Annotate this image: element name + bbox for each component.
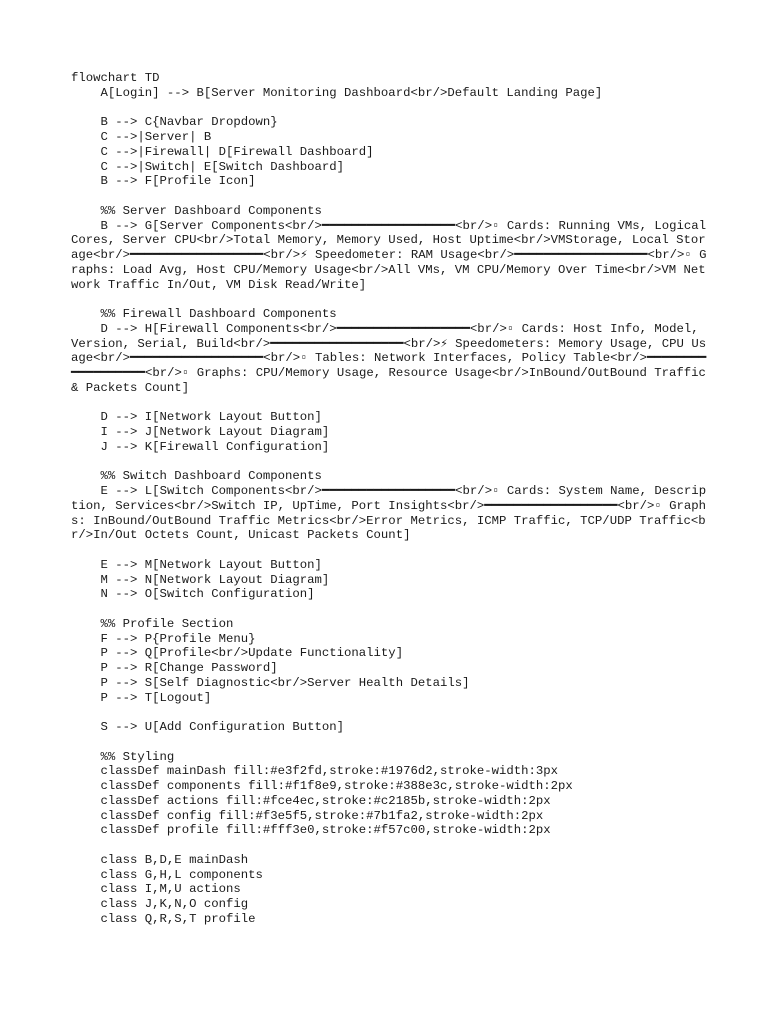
code-line: E --> M[Network Layout Button] <box>71 557 322 572</box>
code-line: class I,M,U actions <box>71 882 241 897</box>
code-line: %% Firewall Dashboard Components <box>71 307 337 321</box>
code-line: C -->|Firewall| D[Firewall Dashboard] <box>71 144 374 159</box>
blank-line <box>71 396 711 411</box>
code-line: classDef profile fill:#fff3e0,stroke:#f57c00,stroke-width:2px <box>71 823 551 838</box>
blank-line <box>71 455 711 470</box>
code-line: class Q,R,S,T profile <box>71 911 256 926</box>
code-line: D --> H[Firewall Components<br/>━━━━━━━━━━━━━━━━━━<br/>▫ Cards: Host Info, Model, Version, Serial, Build<br/>━━━━━━━━━━━━━━━━━━<br/>⚡ Speedometers: Memory Usage, CPU Usage<br/>━━━━━━━━━━━━━━━━━━<br/>▫ Tables: Network Interfaces, Policy Table<br/>━━━━━━━━━━━━━━━━━━<br/>▫ Graphs: CPU/Memory Usage, Resource Usage<br/>InBound/OutBound Traffic & Packets Count] <box>71 321 714 395</box>
blank-line <box>71 189 711 204</box>
code-line: I --> J[Network Layout Diagram] <box>71 425 330 439</box>
code-line: %% Profile Section <box>71 616 234 631</box>
code-line: classDef config fill:#f3e5f5,stroke:#7b1fa2,stroke-width:2px <box>71 808 544 823</box>
code-line: class G,H,L components <box>71 867 263 882</box>
mermaid-source-document <box>71 71 714 927</box>
document-lines <box>71 71 714 927</box>
code-line: J --> K[Firewall Configuration] <box>71 439 330 454</box>
code-line: A[Login] --> B[Server Monitoring Dashboard<br/>Default Landing Page] <box>71 85 603 100</box>
blank-line <box>71 543 711 558</box>
code-line: class J,K,N,O config <box>71 897 249 911</box>
blank-line <box>71 101 711 116</box>
code-line: S --> U[Add Configuration Button] <box>71 720 345 734</box>
code-line: M --> N[Network Layout Diagram] <box>71 572 330 587</box>
code-line: classDef actions fill:#fce4ec,stroke:#c2185b,stroke-width:2px <box>71 793 551 808</box>
code-line: F --> P{Profile Menu} <box>71 631 256 646</box>
code-line: B --> C{Navbar Dropdown} <box>71 115 278 130</box>
code-line: P --> T[Logout] <box>71 690 212 705</box>
code-line: classDef components fill:#f1f8e9,stroke:#388e3c,stroke-width:2px <box>71 779 573 793</box>
code-line: D --> I[Network Layout Button] <box>71 410 322 425</box>
code-line: C -->|Switch| E[Switch Dashboard] <box>71 159 345 174</box>
code-line: B --> F[Profile Icon] <box>71 174 256 189</box>
code-line: E --> L[Switch Components<br/>━━━━━━━━━━━━━━━━━━<br/>▫ Cards: System Name, Description, Services<br/>Switch IP, UpTime, Port Insights<br/>━━━━━━━━━━━━━━━━━━<br/>▫ Graphs: InBound/OutBound Traffic Metrics<br/>Error Metrics, ICMP Traffic, TCP/UDP Traffic<br/>In/Out Octets Count, Unicast Packets Count] <box>71 484 707 543</box>
code-line: P --> R[Change Password] <box>71 661 278 675</box>
code-line: P --> S[Self Diagnostic<br/>Server Health Details] <box>71 675 470 690</box>
blank-line <box>71 292 711 307</box>
blank-line <box>71 838 711 853</box>
blank-line <box>71 735 711 750</box>
code-line: %% Switch Dashboard Components <box>71 469 322 484</box>
code-line: %% Styling <box>71 749 175 764</box>
code-line: flowchart TD <box>71 71 160 85</box>
blank-line <box>71 602 711 617</box>
code-line: C -->|Server| B <box>71 130 212 144</box>
code-line: %% Server Dashboard Components <box>71 203 322 218</box>
code-line: P --> Q[Profile<br/>Update Functionality] <box>71 646 404 661</box>
code-line: class B,D,E mainDash <box>71 852 249 867</box>
blank-line <box>71 705 711 720</box>
code-line: N --> O[Switch Configuration] <box>71 587 315 602</box>
code-line: classDef mainDash fill:#e3f2fd,stroke:#1976d2,stroke-width:3px <box>71 764 559 779</box>
code-line: B --> G[Server Components<br/>━━━━━━━━━━━━━━━━━━<br/>▫ Cards: Running VMs, Logical Cores, Server CPU<br/>Total Memory, Memory Used, Host Uptime<br/>VMStorage, Local Storage<br/>━━━━━━━━━━━━━━━━━━<br/>⚡ Speedometer: RAM Usage<br/>━━━━━━━━━━━━━━━━━━<br/>▫ Graphs: Load Avg, Host CPU/Memory Usage<br/>All VMs, VM CPU/Memory Over Time<br/>VM Network Traffic In/Out, VM Disk Read/Write] <box>71 218 714 292</box>
